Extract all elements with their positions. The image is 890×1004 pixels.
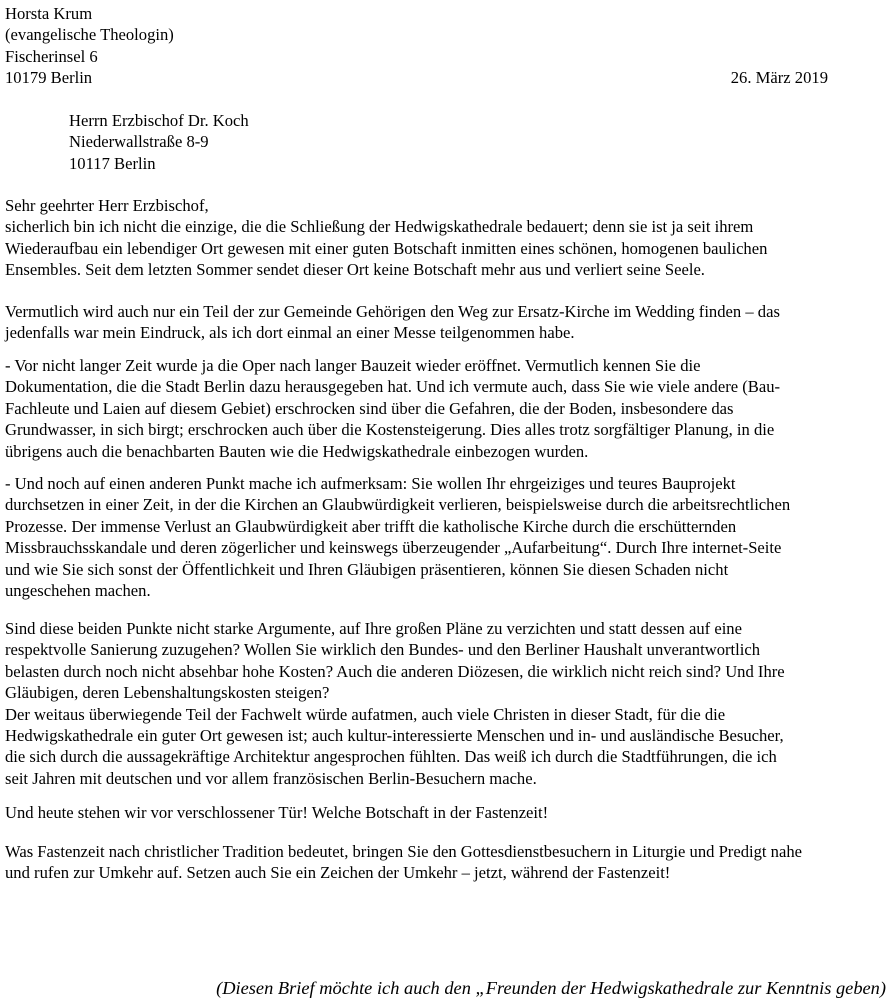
- body-line: Und heute stehen wir vor verschlossener Tür! Welche Botschaft in der Fastenzeit!: [5, 803, 549, 822]
- sender-street: Fischerinsel 6: [5, 46, 98, 66]
- letter-date: 26. März 2019: [730, 68, 828, 87]
- recipient-street: Niederwallstraße 8-9: [69, 132, 209, 152]
- paragraph-ersatzkirche: [5, 301, 889, 344]
- body-line: Sind diese beiden Punkte nicht starke Argumente, auf Ihre großen Pläne zu verzichten und statt dessen auf eine: [5, 619, 742, 638]
- recipient-city: 10117 Berlin: [69, 153, 156, 173]
- paragraph-verschlossene-tuer: [5, 802, 889, 823]
- body-line: Ensembles. Seit dem letzten Sommer sendet dieser Ort keine Botschaft mehr aus und verliert seine Seele.: [5, 260, 705, 280]
- body-line: Prozesse. Der immense Verlust an Glaubwürdigkeit aber trifft die katholische Kirche durch die erschütternden: [5, 516, 737, 536]
- body-line: ungeschehen machen.: [5, 581, 151, 601]
- paragraph-oper: [5, 355, 889, 462]
- recipient-address: [69, 110, 249, 174]
- body-line: Der weitaus überwiegende Teil der Fachwelt würde aufatmen, auch viele Christen in dieser Stadt, für die die: [5, 704, 726, 724]
- body-line: seit Jahren mit deutschen und vor allem französischen Berlin-Besuchern mache.: [5, 768, 537, 788]
- body-line: übrigens auch die benachbarten Bauten wie die Hedwigskathedrale einbezogen wurden.: [5, 441, 589, 461]
- body-line: Hedwigskathedrale ein guter Ort gewesen ist; auch kultur-interessierte Menschen und in- und ausländische Besucher,: [5, 726, 784, 746]
- body-line: die sich durch die aussagekräftige Architektur angesprochen fühlten. Das weiß ich durch die Stadtführungen, die ich: [5, 747, 777, 767]
- recipient-name: Herrn Erzbischof Dr. Koch: [69, 111, 249, 130]
- footer-note: (Diesen Brief möchte ich auch den „Freunden der Hedwigskathedrale zur Kenntnis geben): [216, 978, 886, 998]
- body-line: respektvolle Sanierung zuzugehen? Wollen Sie wirklich den Bundes- und den Berliner Haushalt unverantwortlich: [5, 640, 761, 660]
- body-line: Was Fastenzeit nach christlicher Tradition bedeutet, bringen Sie den Gottesdienstbesuchern in Liturgie und Predigt nahe: [5, 842, 802, 861]
- body-line: durchsetzen in einer Zeit, in der die Kirchen an Glaubwürdigkeit verlieren, beispielsweise durch die arbeitsrechtlichen: [5, 495, 791, 515]
- body-line: sicherlich bin ich nicht die einzige, die die Schließung der Hedwigskathedrale bedauert; denn sie ist ja seit ihrem: [5, 217, 754, 237]
- body-line: jedenfalls war mein Eindruck, als ich dort einmal an einer Messe teilgenommen habe.: [5, 323, 575, 343]
- body-line: Missbrauchsskandale und deren zögerlicher und keinswegs überzeugender „Aufarbeitung“. Durch Ihre internet-Seite: [5, 538, 782, 558]
- sender-name: Horsta Krum: [5, 4, 93, 23]
- body-line: belasten durch noch nicht absehbar hohe Kosten? Auch die anderen Diözesen, die wirklich nicht reich sind? Und Ihre: [5, 661, 785, 681]
- body-line: Dokumentation, die die Stadt Berlin dazu herausgegeben hat. Und ich vermute auch, dass Sie wie viele andere (Bau-: [5, 377, 781, 397]
- body-line: Wiederaufbau ein lebendiger Ort gewesen mit einer guten Botschaft inmitten eines schönen, homogenen baulichen: [5, 238, 768, 258]
- paragraph-glaubwuerdigkeit: [5, 473, 889, 601]
- body-line: Gläubigen, deren Lebenshaltungskosten steigen?: [5, 683, 330, 703]
- sender-title: (evangelische Theologin): [5, 25, 174, 45]
- body-line: und wie Sie sich sonst der Öffentlichkeit und Ihren Gläubigen präsentieren, können Sie diesen Schaden nicht: [5, 559, 729, 579]
- body-line: - Und noch auf einen anderen Punkt mache ich aufmerksam: Sie wollen Ihr ehrgeiziges und teures Bauprojekt: [5, 474, 736, 493]
- paragraph-fastenzeit: [5, 841, 889, 884]
- body-line: - Vor nicht langer Zeit wurde ja die Oper nach langer Bauzeit wieder eröffnet. Vermutlich kennen Sie die: [5, 356, 701, 375]
- body-line: Grundwasser, in sich birgt; erschrocken auch über die Kostensteigerung. Dies alles trotz sorgfältiger Planung, in die: [5, 420, 775, 440]
- body-line: Vermutlich wird auch nur ein Teil der zur Gemeinde Gehörigen den Weg zur Ersatz-Kirche im Wedding finden – das: [5, 302, 780, 321]
- paragraph-salutation: [5, 195, 889, 281]
- paragraph-argumente: [5, 618, 889, 789]
- body-line: Sehr geehrter Herr Erzbischof,: [5, 196, 209, 215]
- sender-city: 10179 Berlin: [5, 68, 93, 88]
- body-line: Fachleute und Laien auf diesem Gebiet) erschrocken sind über die Gefahren, die der Boden, insbesondere das: [5, 398, 734, 418]
- body-line: und rufen zur Umkehr auf. Setzen auch Sie ein Zeichen der Umkehr – jetzt, während der Fastenzeit!: [5, 863, 671, 883]
